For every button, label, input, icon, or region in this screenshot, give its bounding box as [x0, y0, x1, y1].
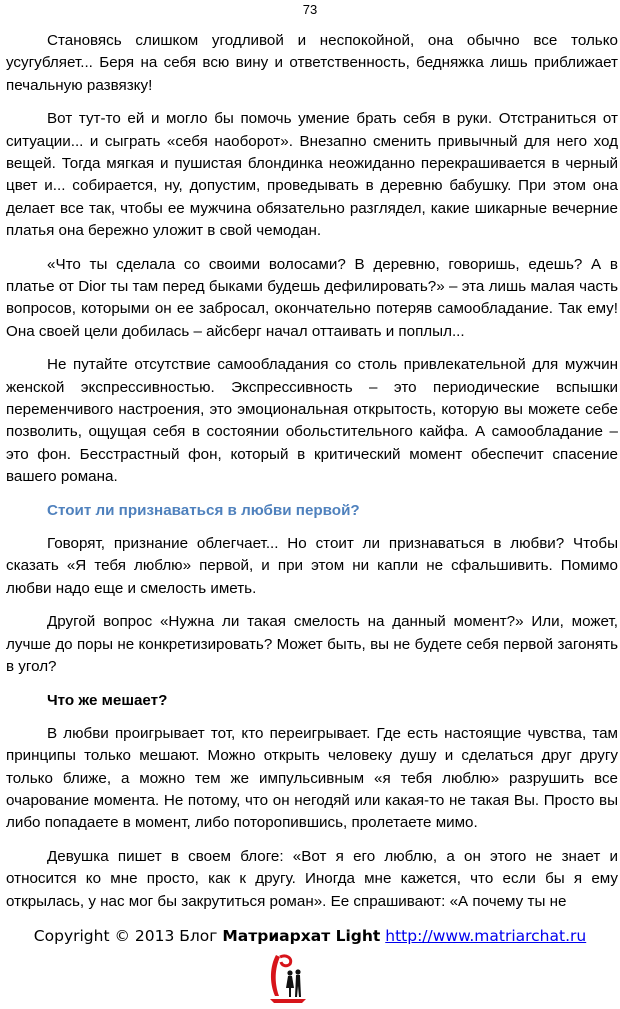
paragraph-2: Вот тут-то ей и могло бы помочь умение брать себя в руки. Отстраниться от ситуации... и сыграть «себя наоборот». Внезапно сменить привычный для него ход вещей. Тогда мягкая и пушистая блондинка неожиданно перекрашивается в черный цвет и... собирается, ну, допустим, проведывать в деревню бабушку. При этом она делает все так, чтобы ее мужчина обязательно разглядел, какие шикарные вечерние платья она бережно уложит в свой чемодан. [6, 110, 618, 239]
paragraph-3: «Что ты сделала со своими волосами? В деревню, говоришь, едешь? А в платье от Dior ты там перед быками будешь дефилировать?» – эта лишь малая часть вопросов, которыми он ее забросал, окончательно потеряв самообладание. Так ему! Она своей цели добилась – айсберг начал оттаивать и поплыл... [6, 255, 618, 340]
paragraph-4: Не путайте отсутствие самообладания со столь привлекательной для мужчин женской экспрессивностью. Экспрессивность – это периодические вспышки переменчивого настроения, это эмоциональная открытость, которую вы можете себе позволить, ощущая себя в состоянии обольстительного кайфа. А самообладание – это фон. Бесстрастный фон, который в критический момент обеспечит спасение вашего романа. [6, 356, 618, 485]
page-body [6, 30, 618, 924]
section-paragraph-1: Говорят, признание облегчает... Но стоит ли признаваться в любви? Чтобы сказать «Я тебя люблю» первой, и при этом ни капли не сфальшивить. Помимо любви надо еще и смелость иметь. [6, 534, 618, 597]
subheading: Что же мешает? [47, 691, 168, 709]
section-heading: Стоит ли признаваться в любви первой? [47, 501, 360, 519]
site-link[interactable]: http://www.matriarchat.ru [385, 927, 587, 945]
page-number: 73 [302, 2, 318, 17]
blog-name: Матриархат Light [222, 927, 381, 945]
sub-paragraph-1: В любви проигрывает тот, кто переигрывает. Где есть настоящие чувства, там принципы только мешают. Можно открыть человеку душу и сделаться друг другу только ближе, а можно тем же импульсивным «я тебя люблю» разрушить все очарование момента. Не потому, что он негодяй или какая-то не такая Вы. Просто вы либо попадаете в момент, либо поторопившись, пролетаете мимо. [6, 725, 618, 832]
section-paragraph-2: Другой вопрос «Нужна ли такая смелость на данный момент?» Или, может, лучше до поры не конкретизировать? Может быть, вы не будете себя первой загонять в угол? [6, 613, 618, 675]
copyright-text: Copyright © 2013 Блог [33, 927, 223, 945]
blog-logo [266, 952, 310, 1004]
paragraph-1: Становясь слишком угодливой и неспокойной, она обычно все только усугубляет... Беря на себя всю вину и ответственность, бедняжка лишь приближает печальную развязку! [6, 32, 618, 94]
sub-paragraph-2: Девушка пишет в своем блоге: «Вот я его люблю, а он этого не знает и относится ко мне просто, как к другу. Иногда мне кажется, что если бы я ему открылась, у нас мог бы закрутиться роман». Ее спрашивают: «А почему ты не [6, 848, 618, 910]
footer [0, 926, 620, 946]
logo-icon [266, 952, 310, 1004]
